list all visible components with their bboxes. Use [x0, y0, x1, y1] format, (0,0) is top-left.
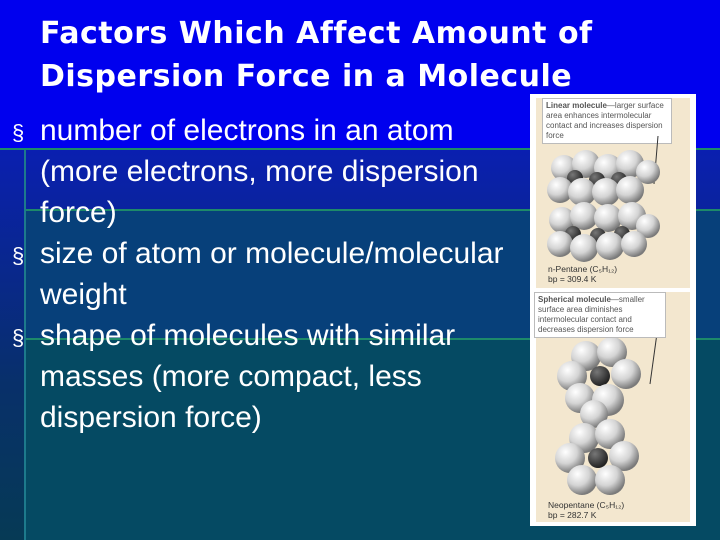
bullet-marker-icon: §: [12, 325, 25, 350]
linear-caption-text: —larger surface area enhances intermolecular contact and increases dispersion force: [546, 101, 664, 140]
title-line-2: Dispersion Force in a Molecule: [40, 59, 573, 94]
title-line-1: Factors Which Affect Amount of: [40, 16, 593, 51]
neopentane-model-top: [557, 337, 641, 428]
molecule-figure: [530, 94, 696, 526]
bullet-list: [8, 110, 508, 438]
bullet-text: number of electrons in an atom (more electrons, more dispersion force): [40, 114, 479, 229]
neopentane-bp: bp = 282.7 K: [548, 510, 597, 520]
bullet-item: [8, 315, 508, 438]
pentane-model-top: [547, 150, 660, 206]
bullet-item: [8, 233, 508, 315]
bullet-marker-icon: §: [12, 120, 25, 145]
linear-caption-title: Linear molecule: [546, 101, 607, 110]
pentane-model-bottom: [547, 202, 660, 262]
bullet-item: [8, 110, 508, 233]
bullet-text: size of atom or molecule/molecular weight: [40, 237, 504, 311]
bullet-marker-icon: §: [12, 243, 25, 268]
spherical-caption-title: Spherical molecule: [538, 295, 611, 304]
pentane-bp: bp = 309.4 K: [548, 274, 597, 284]
bullet-text: shape of molecules with similar masses (more compact, less dispersion force): [40, 319, 456, 434]
slide-title: [40, 12, 680, 98]
pentane-name: n-Pentane (C₅H₁₂): [548, 264, 618, 274]
spherical-molecule-caption: [534, 292, 666, 338]
neopentane-label: [548, 500, 624, 520]
neopentane-model-bottom: [555, 419, 639, 495]
pentane-label: [548, 264, 617, 284]
spherical-caption-text: —smaller surface area diminishes intermolecular contact and decreases dispersion force: [538, 295, 645, 334]
neopentane-name: Neopentane (C₅H₁₂): [548, 500, 625, 510]
